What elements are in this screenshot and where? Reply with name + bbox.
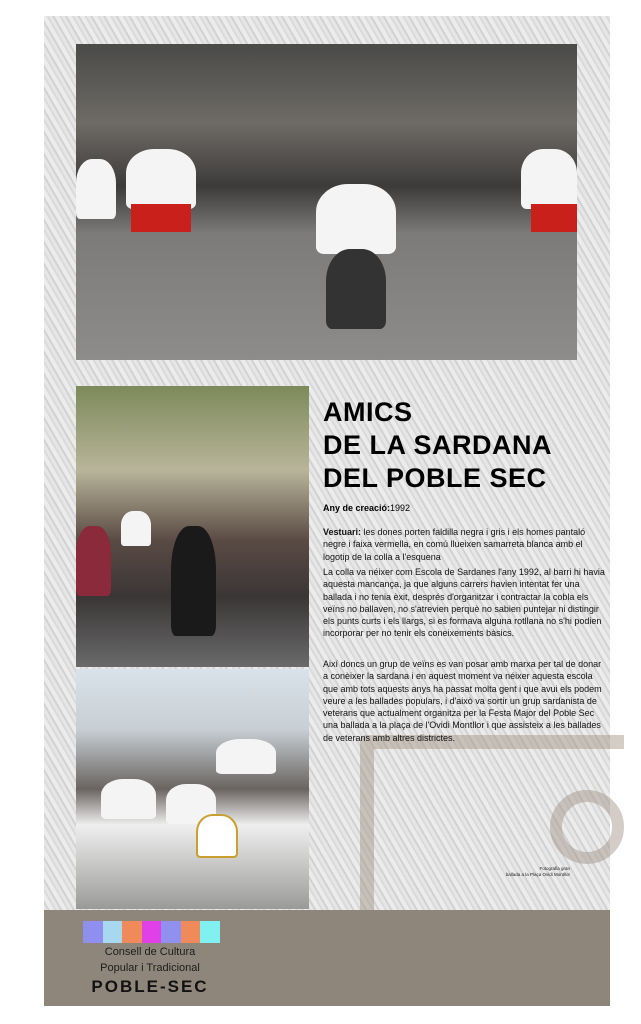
costume-text: les dones porten faldilla negra i gris i els homes pantaló negre i faixa vermella, en comú llueixen samarreta blanca amb el logotip de la colla a l'esquena bbox=[323, 527, 586, 562]
caption-line: ballada a la Plaça Ovidi Montllor bbox=[505, 872, 570, 877]
page-title bbox=[323, 396, 552, 495]
year-label: Any de creació: bbox=[323, 503, 391, 513]
photo-dancers-with-banner bbox=[76, 386, 309, 667]
puzzle-piece bbox=[83, 921, 103, 943]
puzzle-piece bbox=[142, 921, 162, 943]
consell-cultura-logo bbox=[80, 921, 220, 997]
puzzle-pieces-icon bbox=[83, 921, 220, 943]
photo-sardana-dance-street bbox=[76, 44, 577, 360]
photo-caption bbox=[500, 866, 570, 878]
year-value: 1992 bbox=[390, 503, 411, 513]
costume-label: Vestuari: bbox=[323, 527, 362, 537]
puzzle-piece bbox=[122, 921, 142, 943]
logo-line: Popular i Tradicional bbox=[100, 962, 200, 974]
history-paragraph: La colla va néixer com Escola de Sardanes l'any 1992, al barri hi havia aquesta mancança, ja que alguns carrers havien intentat fer una ballada i no tenia èxit, després d'organitzar i contractar la cobla els veïns no ballaven, no s'atrevien perquè no sabien puntejar ni distingir els punts curts i els llargs, si es formava alguna rotllana no s'hi podien incorporar per no tenir els coneixements bàsics. bbox=[323, 567, 605, 639]
photo-group-portrait bbox=[76, 669, 309, 909]
history-paragraph: Així doncs un grup de veïns es van posar amb marxa per tal de donar a conèixer la sardana i en aquest moment va néixer aquesta escola que amb tots aquests anys ha passat molta gent i que avui els podem veure a les ballades populars, i d'això va sortir un grup sardanista de veterans que actualment organitza per la Festa Major del Poble Sec una ballada a la plaça de l'Ovidi Montllor i que assisteix a les ballades de veterans amb altres districtes. bbox=[323, 659, 602, 743]
title-line: AMICS bbox=[323, 397, 413, 427]
title-line: DEL POBLE SEC bbox=[323, 463, 547, 493]
puzzle-piece bbox=[181, 921, 201, 943]
puzzle-piece bbox=[200, 921, 220, 943]
puzzle-piece bbox=[103, 921, 123, 943]
founding-year bbox=[323, 503, 410, 513]
puzzle-piece bbox=[161, 921, 181, 943]
costume-paragraph bbox=[323, 526, 607, 563]
title-line: DE LA SARDANA bbox=[323, 430, 552, 460]
logo-line: Consell de Cultura bbox=[104, 946, 196, 958]
logo-line: POBLE-SEC bbox=[91, 977, 209, 996]
puzzle-knob-decoration bbox=[550, 790, 624, 864]
caption-line: Fotografia gran bbox=[539, 866, 570, 871]
